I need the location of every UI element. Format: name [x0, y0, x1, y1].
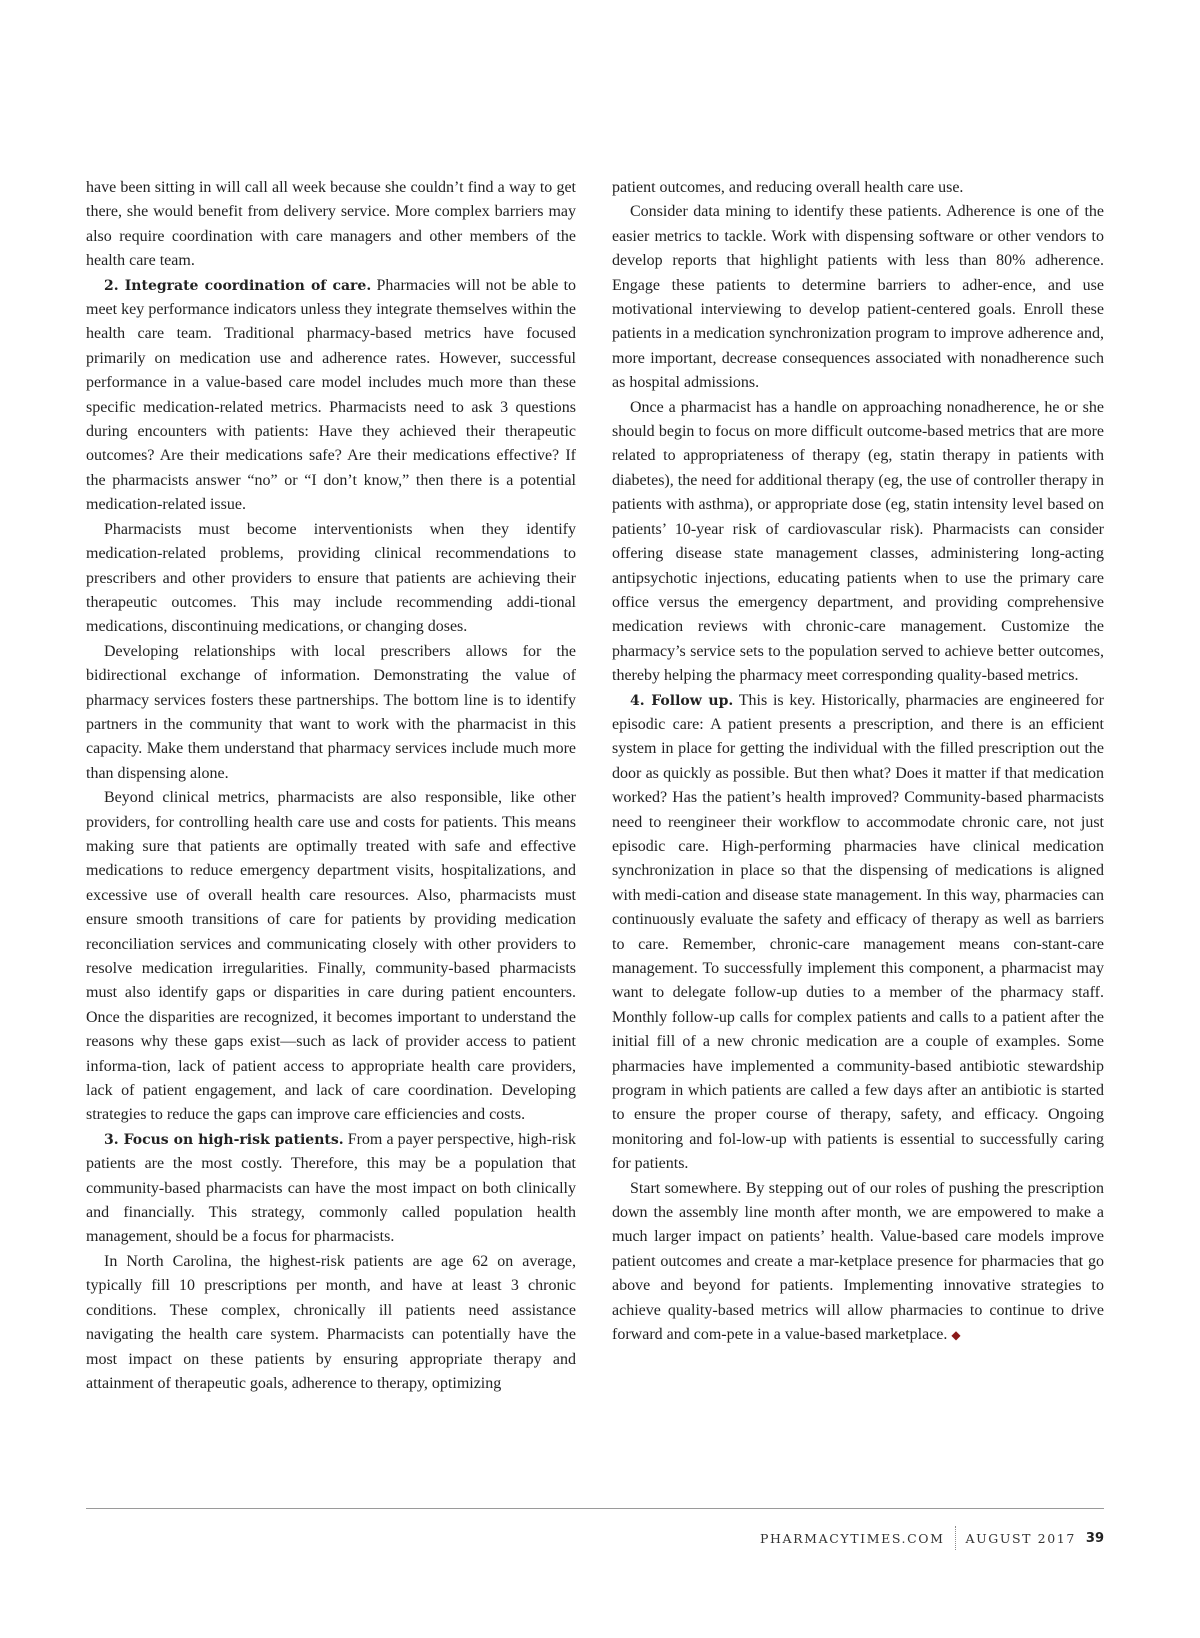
paragraph: have been sitting in will call all week because she couldn’t find a way to get there, she would benefit from delivery service. More complex barriers may also require coordination with care managers and other members of the health care team. — [86, 179, 576, 270]
section-heading: 2. Integrate coordination of care. — [104, 277, 372, 294]
paragraph — [612, 689, 1104, 1177]
paragraph — [86, 274, 576, 518]
end-of-article-diamond-icon: ◆ — [951, 1328, 961, 1343]
footer-separator — [955, 1526, 956, 1550]
left-column — [86, 176, 576, 1396]
paragraph-text: From a payer perspective, high-risk patients are the most costly. Therefore, this may be a population that community-based pharmacists can have the most impact on both clinically and financially. This strategy, commonly called population health management, should be a focus for pharmacists. — [86, 1130, 576, 1246]
footer-issue: AUGUST 2017 — [965, 1530, 1076, 1546]
paragraph: patient outcomes, and reducing overall health care use. — [612, 179, 964, 196]
page-footer — [760, 1526, 1104, 1550]
section-heading: 3. Focus on high-risk patients. — [104, 1131, 344, 1148]
section-heading: 4. Follow up. — [630, 692, 734, 709]
paragraph-text: This is key. Historically, pharmacies are engineered for episodic care: A patient presents a prescription, and there is an efficient system in place for getting the individual with the filled prescription out the door as quickly as possible. But then what? Does it matter if that medication worked? Has the patient’s health improved? Community-based pharmacists need to reengineer their workflow to accommodate chronic care, not just episodic care. High-performing pharmacies have clinical medication synchronization in place so that the dispensing of medications is aligned with medi-cation and disease state management. In this way, pharmacies can continuously evaluate the safety and efficacy of therapy as well as barriers to care. Remember, chronic-care management means con-stant-care management. To successfully implement this component, a pharmacist may want to delegate follow-up duties to a member of the pharmacy staff. Monthly follow-up calls for complex patients and calls to a patient after the initial fill of a new chronic medication are a couple of examples. Some pharmacies have implemented a community-based antibiotic stewardship program in which patients are called a few days after an antibiotic is started to ensure the proper course of therapy, safety, and efficacy. Ongoing monitoring and fol-low-up with patients is essential to successfully caring for patients. — [612, 691, 1105, 1173]
paragraph — [86, 1128, 576, 1250]
paragraph: Pharmacists must become interventionists when they identify medication-related problems, providing clinical recommendations to prescribers and other providers to ensure that patients are achieving their therapeutic outcomes. This may include recommending addi-tional medications, discontinuing medications, or changing doses. — [86, 520, 576, 636]
page-number: 39 — [1085, 1530, 1104, 1546]
footer-divider — [86, 1508, 1104, 1509]
paragraph — [612, 1177, 1104, 1348]
footer-site: PHARMACYTIMES.COM — [760, 1530, 945, 1546]
paragraph: Consider data mining to identify these patients. Adherence is one of the easier metrics to tackle. Work with dispensing software or other vendors to develop reports that highlight patients with less than 80% adherence. Engage these patients to determine barriers to adher-ence, and use motivational interviewing to develop patient-centered goals. Enroll these patients in a medication synchronization program to improve adherence and, more important, decrease consequences associated with nonadherence such as hospital admissions. — [612, 203, 1104, 392]
right-column — [612, 176, 1104, 1348]
paragraph: Once a pharmacist has a handle on approaching nonadherence, he or she should begin to focus on more difficult outcome-based metrics that are more related to appropriateness of therapy (eg, statin therapy in patients with diabetes), the need for additional therapy (eg, the use of controller therapy in patients with asthma), or appropriate dose (eg, statin intensity level based on patients’ 10-year risk of cardiovascular risk). Pharmacists can consider offering disease state management classes, administering long-acting antipsychotic injections, educating patients when to use the primary care office versus the emergency department, and providing comprehensive medication reviews with chronic-care management. Customize the pharmacy’s service sets to the population served to achieve better outcomes, thereby helping the pharmacy meet corresponding quality-based metrics. — [612, 398, 1104, 685]
paragraph-text: Start somewhere. By stepping out of our roles of pushing the prescription down the assembly line month after month, we are empowered to make a much larger impact on patients’ health. Value-based care models improve patient outcomes and create a mar-ketplace presence for pharmacies that go above and beyond for patients. Implementing innovative strategies to achieve quality-based metrics will allow pharmacies to continue to drive forward and com-pete in a value-based marketplace. — [612, 1179, 1104, 1344]
paragraph: Developing relationships with local prescribers allows for the bidirectional exchange of information. Demonstrating the value of pharmacy services fosters these partnerships. The bottom line is to identify partners in the community that want to work with the pharmacist in this capacity. Make them understand that pharmacy services include much more than dispensing alone. — [86, 642, 576, 782]
paragraph: Beyond clinical metrics, pharmacists are also responsible, like other providers, for controlling health care use and costs for patients. This means making sure that patients are optimally treated with safe and effective medications to reduce emergency department visits, hospitalizations, and excessive use of overall health care resources. Also, pharmacists must ensure smooth transitions of care for patients by providing medication reconciliation services and communicating closely with other providers to resolve medication irregularities. Finally, community-based pharmacists must also identify gaps or disparities in care during patient encounters. Once the disparities are recognized, it becomes important to understand the reasons why these gaps exist—such as lack of provider access to patient informa-tion, lack of patient access to appropriate health care providers, lack of patient engagement, and lack of care coordination. Developing strategies to reduce the gaps can improve care efficiencies and costs. — [86, 789, 576, 1124]
paragraph-text: Pharmacies will not be able to meet key performance indicators unless they integrate themselves within the health care team. Traditional pharmacy-based metrics have focused primarily on medication use and adherence rates. However, successful performance in a value-based care model includes much more than these specific medication-related metrics. Pharmacists need to ask 3 questions during encounters with patients: Have they achieved their therapeutic outcomes? Are their medications safe? Are their medications effective? If the pharmacists answer “no” or “I don’t know,” then there is a potential medication-related issue. — [86, 276, 577, 514]
paragraph: In North Carolina, the highest-risk patients are age 62 on average, typically fill 10 prescriptions per month, and have at least 3 chronic conditions. These complex, chronically ill patients need assistance navigating the health care system. Pharmacists can potentially have the most impact on these patients by ensuring appropriate therapy and attainment of therapeutic goals, adherence to therapy, optimizing — [86, 1252, 576, 1392]
